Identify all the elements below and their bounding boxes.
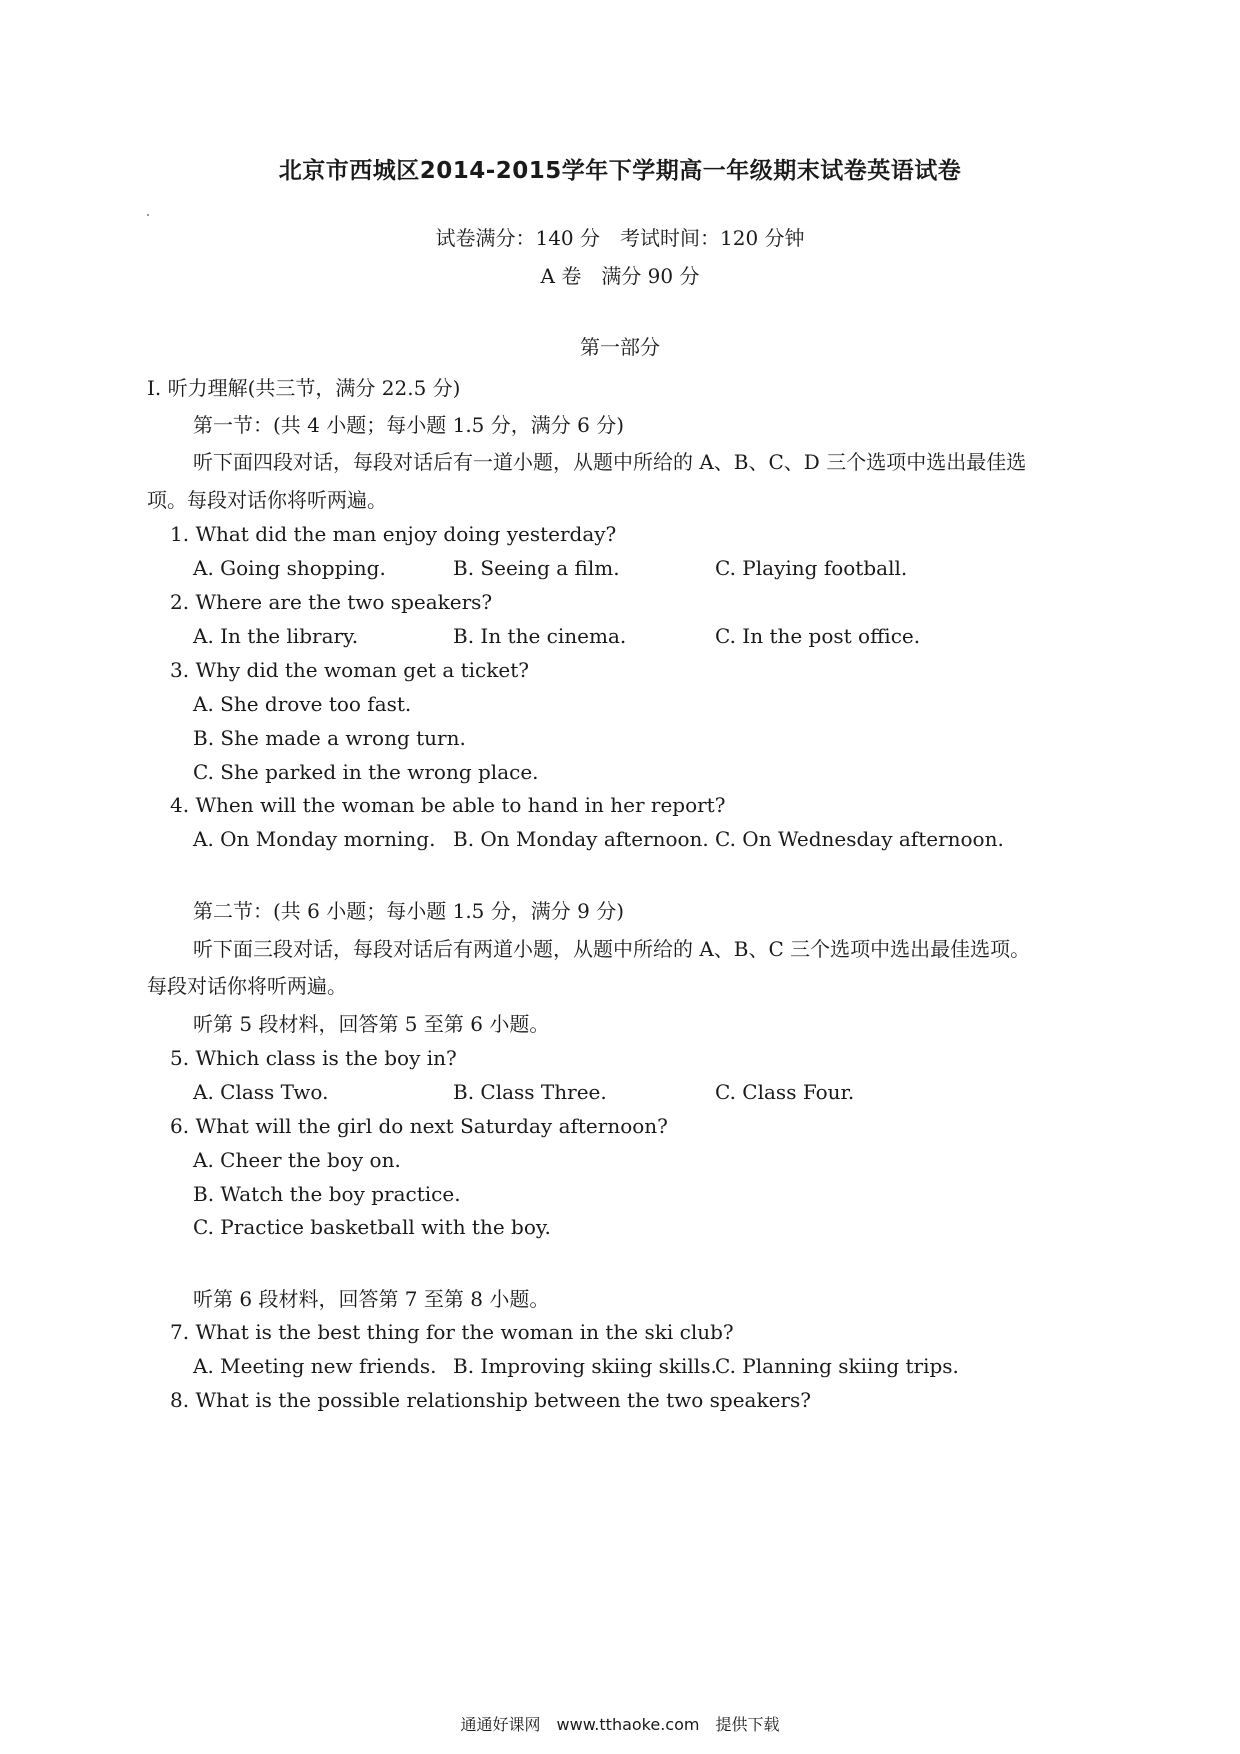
q1-option-a: A. Going shopping. [193, 556, 386, 580]
sec1-instruction-line2: 项。每段对话你将听两遍。 [147, 488, 387, 512]
q4-option-c: C. On Wednesday afternoon. [715, 827, 1004, 851]
q7-option-b: B. Improving skiing skills. [453, 1354, 717, 1378]
question-4: 4. When will the woman be able to hand in her report? [170, 793, 726, 817]
q3-option-a: A. She drove too fast. [193, 692, 412, 716]
sec1-header: 第一节：(共 4 小题；每小题 1.5 分，满分 6 分) [193, 413, 625, 437]
sec2-instruction-line1: 听下面三段对话，每段对话后有两道小题，从题中所给的 A、B、C 三个选项中选出最佳选项。 [193, 937, 1031, 961]
q5-option-a: A. Class Two. [193, 1080, 329, 1104]
q5-option-b: B. Class Three. [453, 1080, 607, 1104]
question-2: 2. Where are the two speakers? [170, 590, 493, 614]
q1-option-b: B. Seeing a film. [453, 556, 620, 580]
material-6-intro: 听第 6 段材料，回答第 7 至第 8 小题。 [193, 1287, 550, 1311]
q5-option-c: C. Class Four. [715, 1080, 855, 1104]
exam-title: 北京市西城区2014-2015学年下学期高一年级期末试卷英语试卷 [278, 158, 962, 184]
question-7: 7. What is the best thing for the woman in the ski club? [170, 1320, 734, 1344]
q4-option-a: A. On Monday morning. [193, 827, 436, 851]
question-5: 5. Which class is the boy in? [170, 1046, 457, 1070]
q2-option-c: C. In the post office. [715, 624, 921, 648]
q6-option-b: B. Watch the boy practice. [193, 1182, 461, 1206]
q2-option-a: A. In the library. [193, 624, 359, 648]
q6-option-a: A. Cheer the boy on. [193, 1148, 401, 1172]
q6-option-c: C. Practice basketball with the boy. [193, 1215, 551, 1239]
sec1-instruction-line1: 听下面四段对话，每段对话后有一道小题，从题中所给的 A、B、C、D 三个选项中选出最佳选 [193, 450, 1027, 474]
footer-source: 通通好课网 www.tthaoke.com 提供下载 [460, 1715, 780, 1734]
q2-option-b: B. In the cinema. [453, 624, 627, 648]
volume-a-info: A 卷 满分 90 分 [540, 264, 700, 288]
q7-option-c: C. Planning skiing trips. [715, 1354, 959, 1378]
question-3: 3. Why did the woman get a ticket? [170, 658, 529, 682]
question-8: 8. What is the possible relationship between the two speakers? [170, 1388, 811, 1412]
score-info: 试卷满分：140 分 考试时间：120 分钟 [435, 226, 805, 250]
scan-speck [147, 214, 149, 216]
section-i-heading: I. 听力理解(共三节，满分 22.5 分) [147, 376, 461, 400]
q7-option-a: A. Meeting new friends. [193, 1354, 437, 1378]
q1-option-c: C. Playing football. [715, 556, 908, 580]
sec2-instruction-line2: 每段对话你将听两遍。 [147, 974, 347, 998]
question-6: 6. What will the girl do next Saturday afternoon? [170, 1114, 668, 1138]
q4-option-b: B. On Monday afternoon. [453, 827, 709, 851]
q3-option-b: B. She made a wrong turn. [193, 726, 466, 750]
material-5-intro: 听第 5 段材料，回答第 5 至第 6 小题。 [193, 1012, 550, 1036]
part-one-heading: 第一部分 [580, 335, 660, 359]
question-1: 1. What did the man enjoy doing yesterday? [170, 522, 617, 546]
q3-option-c: C. She parked in the wrong place. [193, 760, 539, 784]
sec2-header: 第二节：(共 6 小题；每小题 1.5 分，满分 9 分) [193, 899, 625, 923]
